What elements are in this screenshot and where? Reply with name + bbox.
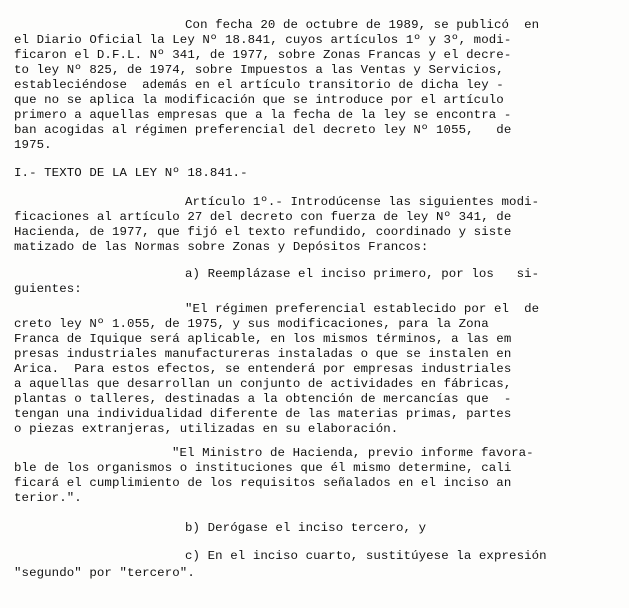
intro-line: estableciéndose además en el artículo transitorio de dicha ley - [14,78,504,92]
quote-1-line: creto ley Nº 1.055, de 1975, y sus modificaciones, para la Zona [14,317,489,331]
intro-line: 1975. [14,138,52,152]
item-b-line: b) Derógase el inciso tercero, y [185,521,427,535]
intro-line: primero a aquellas empresas que a la fecha de la ley se encontra - [14,108,512,122]
item-a-line: a) Reemplázase el inciso primero, por los si- [185,267,540,281]
section-heading: I.- TEXTO DE LA LEY Nº 18.841.- [14,166,248,180]
article-line: Artículo 1º.- Introdúcense las siguientes modi- [185,195,540,209]
item-c-line: "segundo" por "tercero". [14,566,195,580]
intro-line: ban acogidas al régimen preferencial del decreto ley Nº 1055, de [14,123,512,137]
article-line: Hacienda, de 1977, que fijó el texto refundido, coordinado y siste [14,225,512,239]
item-a-line: guientes: [14,282,82,296]
intro-line: Con fecha 20 de octubre de 1989, se publicó en [185,18,540,32]
intro-line: que no se aplica la modificación que se introduce por el artículo [14,93,504,107]
quote-1-line: o piezas extranjeras, utilizadas en su elaboración. [14,422,399,436]
quote-1-line: tengan una individualidad diferente de las materias primas, partes [14,407,512,421]
intro-line: to ley Nº 825, de 1974, sobre Impuestos a las Ventas y Servicios, [14,63,504,77]
quote-1-line: presas industriales manufactureras instaladas o que se instalen en [14,347,512,361]
article-line: ficaciones al artículo 27 del decreto con fuerza de ley Nº 341, de [14,210,512,224]
quote-2-line: terior.". [14,491,82,505]
quote-2-line: ficará el cumplimiento de los requisitos señalados en el inciso an [14,476,512,490]
quote-1-line: plantas o talleres, destinadas a la obtención de mercancías que - [14,392,512,406]
quote-2-line: "El Ministro de Hacienda, previo informe favora- [172,446,534,460]
intro-line: ficaron el D.F.L. Nº 341, de 1977, sobre Zonas Francas y el decre- [14,48,512,62]
quote-1-line: a aquellas que desarrollan un conjunto de actividades en fábricas, [14,377,512,391]
item-c-line: c) En el inciso cuarto, sustitúyese la expresión [185,549,547,563]
quote-2-line: ble de los organismos o instituciones que él mismo determine, cali [14,461,512,475]
intro-line: el Diario Oficial la Ley Nº 18.841, cuyos artículos 1º y 3º, modi- [14,33,512,47]
quote-1-line: "El régimen preferencial establecido por el de [185,302,540,316]
quote-1-line: Franca de Iquique será aplicable, en los mismos términos, a las em [14,332,512,346]
article-line: matizado de las Normas sobre Zonas y Depósitos Francos: [14,240,429,254]
quote-1-line: Arica. Para estos efectos, se entenderá por empresas industriales [14,362,512,376]
